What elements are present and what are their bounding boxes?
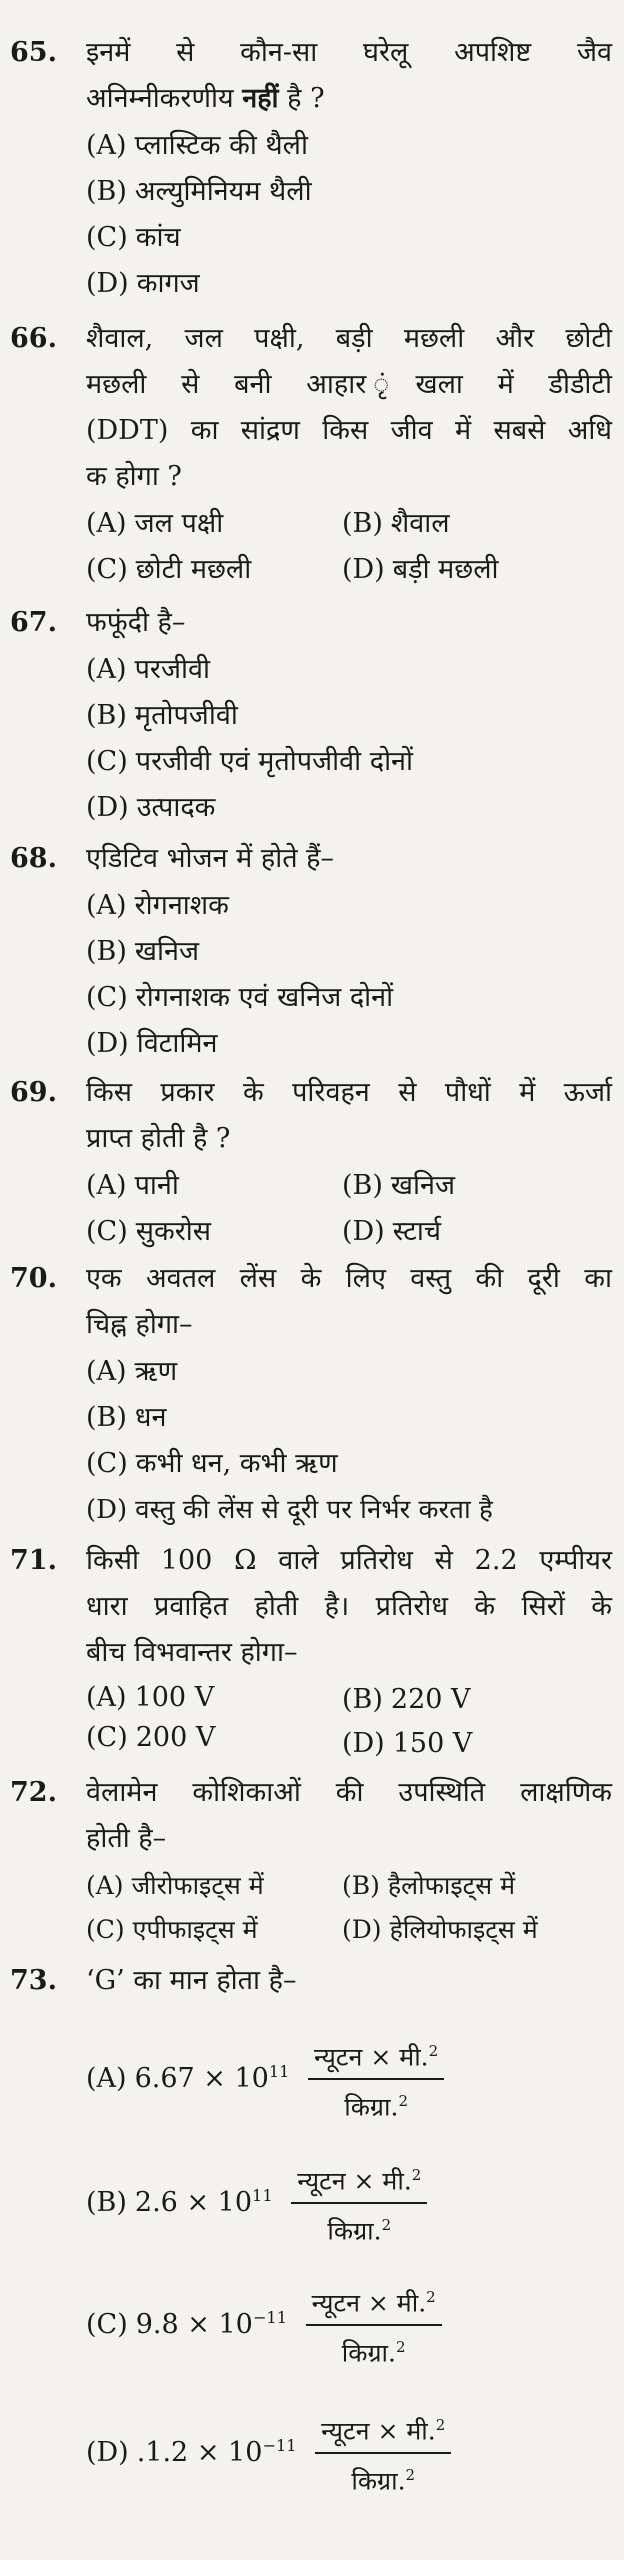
option-d: (D) वस्तु की लेंस से दूरी पर निर्भर करता है	[86, 1495, 493, 1525]
question-number: 70.	[10, 1263, 57, 1294]
option-b: (B) धन	[86, 1402, 167, 1433]
option-a: (A) ऋण	[86, 1356, 178, 1387]
option-d: (D) 150 V	[342, 1728, 473, 1759]
option-a: (A) जीरोफाइट्स में	[86, 1871, 264, 1900]
option-d: (D) स्टार्च	[342, 1216, 441, 1247]
option-a: (A) 100 V	[86, 1682, 215, 1713]
g-value: $.1.2 \times 10^{-11}$	[136, 2435, 297, 2468]
option-c: (C) एपीफाइट्स में	[86, 1915, 258, 1944]
option-c: (C) परजीवी एवं मृतोपजीवी दोनों	[86, 746, 414, 777]
option-a: (A) पानी	[86, 1170, 179, 1201]
option-d: (D) $.1.2 \times 10^{-11}$ $\frac{न्यूटन \times मी.^2}{किग्रा.^2}$	[86, 2408, 451, 2499]
question-text: फफूंदी है–	[86, 607, 186, 638]
option-c: (C) कांच	[86, 222, 181, 253]
question-number: 69.	[10, 1077, 57, 1108]
unit-fraction: $\frac{न्यूटन \times मी.^2}{किग्रा.^2}$	[315, 2408, 451, 2499]
option-a: (A) जल पक्षी	[86, 508, 224, 539]
question-number: 66.	[10, 323, 57, 354]
question-text: वेलामेन कोशिकाओं की उपस्थिति लाक्षणिक होती है–	[86, 1777, 612, 1854]
option-b: (B) अल्युमिनियम थैली	[86, 176, 312, 207]
option-a: (A) प्लास्टिक की थैली	[86, 130, 308, 161]
option-c: (C) छोटी मछली	[86, 554, 252, 585]
unit-fraction: $\frac{न्यूटन \times मी.^2}{किग्रा.^2}$	[306, 2280, 442, 2371]
option-b: (B) मृतोपजीवी	[86, 700, 238, 731]
question-text: ‘G’ का मान होता है–	[86, 1965, 297, 1996]
emphasis-not: नहीं	[242, 83, 279, 114]
option-c: (C) $9.8 \times 10^{-11}$ $\frac{न्यूटन \times मी.^2}{किग्रा.^2}$	[86, 2280, 442, 2371]
option-a: (A) परजीवी	[86, 654, 210, 685]
option-b: (B) $2.6 \times 10^{11}$ $\frac{न्यूटन \times मी.^2}{किग्रा.^2}$	[86, 2158, 427, 2249]
option-a: (A) $6.67 \times 10^{11}$ $\frac{न्यूटन \times मी.^2}{किग्रा.^2}$	[86, 2034, 444, 2125]
question-number: 71.	[10, 1545, 57, 1576]
question-text: शैवाल, जल पक्षी, बड़ी मछली और छोटी मछली से बनी आहार ृंखला में डीडीटी (DDT) का सांद्रण किस जीव में सबसे अधि क होगा ?	[86, 323, 612, 492]
g-value: $2.6 \times 10^{11}$	[134, 2185, 273, 2218]
option-d: (D) विटामिन	[86, 1028, 218, 1059]
g-value: $6.67 \times 10^{11}$	[134, 2061, 290, 2094]
option-c: (C) 200 V	[86, 1722, 216, 1753]
option-b: (B) खनिज	[342, 1170, 456, 1201]
question-number: 73.	[10, 1965, 57, 1996]
option-d: (D) कागज	[86, 268, 200, 299]
question-number: 68.	[10, 843, 57, 874]
question-number: 72.	[10, 1777, 57, 1808]
unit-fraction: $\frac{न्यूटन \times मी.^2}{किग्रा.^2}$	[291, 2158, 427, 2249]
option-c: (C) कभी धन, कभी ऋण	[86, 1448, 338, 1479]
question-text: इनमें से कौन-सा घरेलू अपशिष्ट जैव अनिम्नीकरणीय नहीं है ?	[86, 37, 612, 114]
option-d: (D) हेलियोफाइट्स में	[342, 1915, 538, 1944]
question-text: किसी 100 Ω वाले प्रतिरोध से 2.2 एम्पीयर धारा प्रवाहित होती है। प्रतिरोध के सिरों के बीच विभवान्तर होगा–	[86, 1545, 612, 1668]
question-text: एडिटिव भोजन में होते हैं–	[86, 843, 335, 874]
option-c: (C) सुकरोस	[86, 1216, 212, 1247]
option-a: (A) रोगनाशक	[86, 890, 229, 921]
question-text: एक अवतल लेंस के लिए वस्तु की दूरी का चिह्न होगा–	[86, 1263, 612, 1340]
question-number: 65.	[10, 37, 57, 68]
option-c: (C) रोगनाशक एवं खनिज दोनों	[86, 982, 394, 1013]
option-b: (B) खनिज	[86, 936, 200, 967]
option-b: (B) शैवाल	[342, 508, 450, 539]
option-b: (B) हैलोफाइट्स में	[342, 1871, 516, 1900]
option-b: (B) 220 V	[342, 1684, 471, 1715]
unit-fraction: $\frac{न्यूटन \times मी.^2}{किग्रा.^2}$	[308, 2034, 444, 2125]
option-d: (D) उत्पादक	[86, 792, 216, 823]
question-number: 67.	[10, 607, 57, 638]
option-d: (D) बड़ी मछली	[342, 554, 499, 585]
question-text: किस प्रकार के परिवहन से पौधों में ऊर्जा प्राप्त होती है ?	[86, 1077, 612, 1154]
g-value: $9.8 \times 10^{-11}$	[135, 2307, 287, 2340]
